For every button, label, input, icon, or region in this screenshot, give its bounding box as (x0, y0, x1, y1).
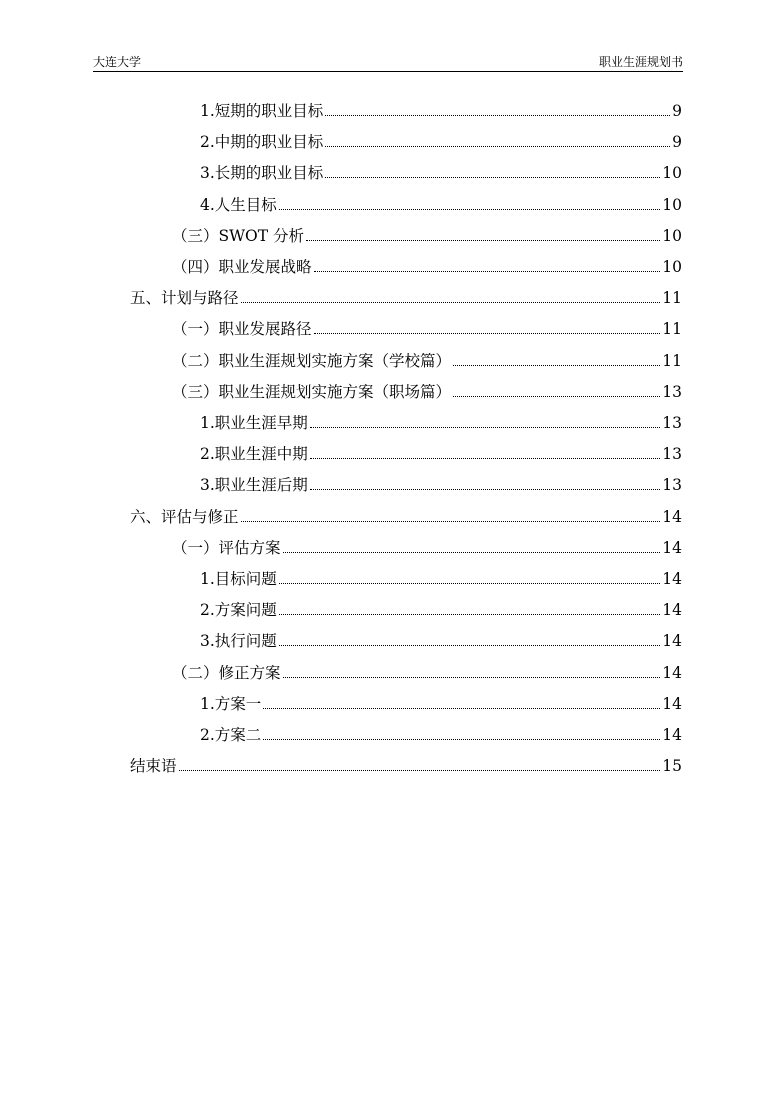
toc-entry-label: （四）职业发展战略 (172, 258, 312, 276)
toc-entry-page-number: 11 (662, 351, 682, 370)
toc-entry[interactable] (172, 224, 682, 248)
toc-entry[interactable] (200, 161, 682, 185)
toc-entry-label: 六、评估与修正 (130, 507, 239, 526)
toc-entry[interactable] (200, 567, 682, 591)
toc-entry[interactable] (200, 629, 682, 653)
toc-entry-label: （二）职业生涯规划实施方案（学校篇） (172, 351, 452, 370)
toc-dot-leader (310, 427, 660, 428)
toc-entry-page-number: 13 (662, 414, 682, 432)
header-doc-title: 职业生涯规划书 (598, 55, 683, 69)
toc-entry-label: 2.方案问题 (200, 601, 277, 620)
toc-entry-page-number: 11 (662, 320, 682, 339)
toc-dot-leader (310, 489, 660, 490)
toc-entry-label: 2.方案二 (200, 726, 262, 744)
toc-entry-page-number: 15 (662, 757, 682, 776)
toc-dot-leader (263, 739, 660, 740)
toc-entry-label: （一）评估方案 (172, 538, 281, 557)
toc-entry[interactable] (200, 193, 682, 217)
toc-entry-label: 1.职业生涯早期 (200, 414, 308, 432)
page-header (93, 53, 683, 72)
toc-entry-label: 1.目标问题 (200, 570, 277, 588)
toc-dot-leader (314, 333, 661, 334)
toc-entry-page-number: 10 (662, 164, 682, 183)
toc-entry-label: （三）SWOT 分析 (172, 226, 305, 245)
toc-dot-leader (283, 552, 661, 553)
toc-entry[interactable] (172, 380, 682, 404)
toc-dot-leader (179, 770, 661, 771)
toc-entry-page-number: 10 (662, 195, 682, 214)
toc-dot-leader (325, 115, 670, 116)
toc-dot-leader (314, 271, 661, 272)
toc-entry-page-number: 14 (662, 507, 682, 526)
toc-dot-leader (279, 209, 660, 210)
toc-entry[interactable] (200, 473, 682, 497)
toc-dot-leader (279, 645, 660, 646)
toc-entry-page-number: 13 (662, 382, 682, 401)
toc-entry-label: 五、计划与路径 (130, 289, 239, 308)
toc-entry-page-number: 13 (662, 476, 682, 495)
toc-entry-label: 3.执行问题 (200, 632, 277, 651)
toc-entry[interactable] (200, 99, 682, 123)
toc-entry[interactable] (172, 255, 682, 279)
header-university: 大连大学 (93, 55, 142, 69)
toc-entry-page-number: 14 (662, 538, 682, 557)
toc-entry-label: 2.中期的职业目标 (200, 133, 324, 152)
toc-entry-page-number: 14 (662, 632, 682, 651)
toc-entry[interactable] (200, 723, 682, 747)
toc-entry[interactable] (172, 661, 682, 685)
toc-entry-page-number: 9 (672, 133, 682, 152)
toc-entry[interactable] (200, 442, 682, 466)
toc-entry-label: 4.人生目标 (200, 195, 277, 214)
toc-entry-label: 结束语 (130, 757, 177, 776)
toc-entry[interactable] (130, 754, 682, 778)
toc-entry[interactable] (172, 349, 682, 373)
toc-entry[interactable] (130, 286, 682, 310)
toc-entry[interactable] (200, 692, 682, 716)
toc-dot-leader (241, 521, 661, 522)
toc-entry-page-number: 13 (662, 445, 682, 464)
toc-entry[interactable] (172, 317, 682, 341)
toc-entry-page-number: 11 (662, 289, 682, 308)
toc-entry[interactable] (200, 598, 682, 622)
toc-entry-page-number: 10 (662, 226, 682, 245)
toc-entry-label: （三）职业生涯规划实施方案（职场篇） (172, 382, 452, 401)
toc-entry[interactable] (200, 130, 682, 154)
toc-entry-label: 1.方案一 (200, 694, 262, 713)
toc-dot-leader (325, 177, 660, 178)
toc-dot-leader (283, 677, 661, 678)
toc-dot-leader (279, 614, 660, 615)
toc-dot-leader (279, 583, 660, 584)
toc-dot-leader (263, 708, 660, 709)
toc-dot-leader (310, 458, 660, 459)
toc-entry-label: 3.长期的职业目标 (200, 164, 324, 183)
toc-dot-leader (306, 240, 660, 241)
toc-entry[interactable] (172, 536, 682, 560)
toc-dot-leader (241, 302, 661, 303)
toc-entry-label: （一）职业发展路径 (172, 320, 312, 339)
toc-entry-page-number: 14 (662, 694, 682, 713)
toc-entry-label: 1.短期的职业目标 (200, 102, 324, 120)
toc-dot-leader (325, 146, 670, 147)
toc-entry-page-number: 14 (662, 570, 682, 588)
toc-entry-label: 2.职业生涯中期 (200, 445, 308, 464)
toc-entry-label: 3.职业生涯后期 (200, 476, 308, 495)
toc-entry[interactable] (200, 411, 682, 435)
toc-dot-leader (453, 365, 660, 366)
toc-entry-label: （二）修正方案 (172, 663, 281, 682)
toc-entry[interactable] (130, 505, 682, 529)
toc-entry-page-number: 14 (662, 601, 682, 620)
toc-entry-page-number: 14 (662, 663, 682, 682)
toc-entry-page-number: 10 (662, 258, 682, 276)
toc-dot-leader (453, 396, 660, 397)
toc-entry-page-number: 9 (672, 102, 682, 120)
toc-entry-page-number: 14 (662, 726, 682, 744)
